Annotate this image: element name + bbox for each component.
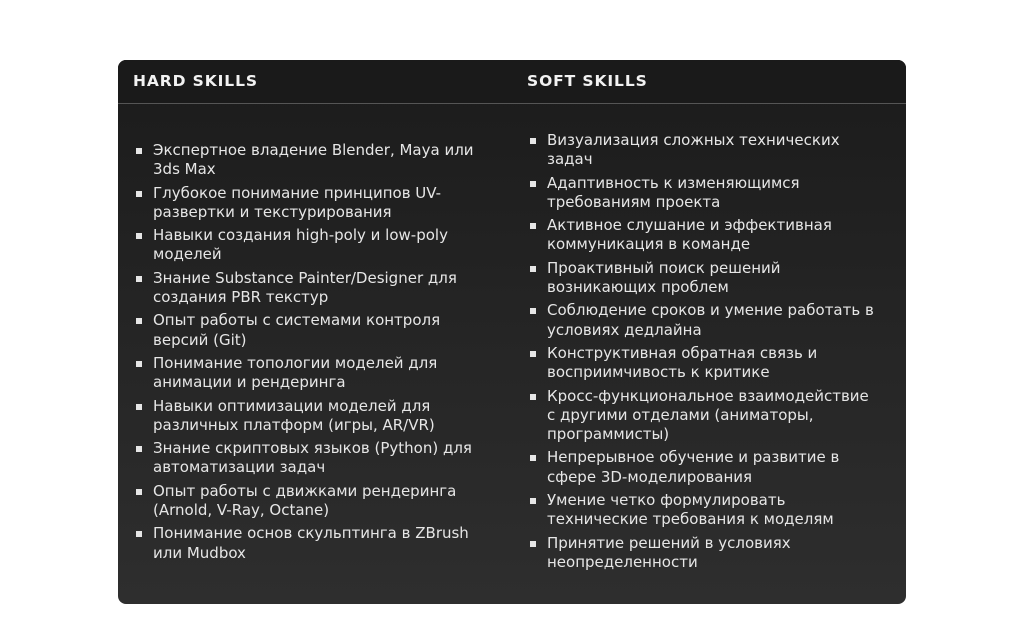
square-bullet-icon [530,351,536,357]
list-item [135,226,485,265]
skill-text: Понимание основ скульптинга в ZBrush или Mudbox [153,524,469,562]
skill-text: Экспертное владение Blender, Maya или 3ds Max [153,141,474,179]
skill-text: Опыт работы с системами контроля версий (Git) [153,311,441,349]
square-bullet-icon [136,361,142,367]
square-bullet-icon [136,404,142,410]
hard-skills-heading: HARD SKILLS [133,72,258,90]
list-item [135,524,485,563]
list-item [135,184,485,223]
list-item [529,216,879,255]
list-item [135,439,485,478]
square-bullet-icon [530,223,536,229]
skill-text: Визуализация сложных технических задач [547,131,840,169]
square-bullet-icon [530,308,536,314]
skill-text: Навыки оптимизации моделей для различных платформ (игры, AR/VR) [153,396,435,434]
list-item [529,491,879,530]
square-bullet-icon [136,318,142,324]
square-bullet-icon [530,266,536,272]
list-item [529,448,879,487]
list-item [135,311,485,350]
list-item [529,259,879,298]
hard-skills-list [135,141,485,567]
list-item [135,482,485,521]
soft-skills-list [529,131,879,576]
skill-text: Знание Substance Painter/Designer для создания PBR текстур [153,268,457,307]
skill-text: Непрерывное обучение и развитие в сфере 3D-моделирования [547,448,840,486]
list-item [135,397,485,436]
square-bullet-icon [530,541,536,547]
square-bullet-icon [530,498,536,504]
skill-text: Адаптивность к изменяющимся требованиям проекта [547,173,800,211]
skill-text: Понимание топологии моделей для анимации и рендеринга [153,353,438,392]
square-bullet-icon [136,531,142,537]
skill-text: Глубокое понимание принципов UV-развертки и текстурирования [153,183,442,221]
square-bullet-icon [136,276,142,282]
skill-text: Навыки создания high-poly и low-poly моделей [153,226,448,264]
square-bullet-icon [136,446,142,452]
list-item [135,354,485,393]
square-bullet-icon [136,233,142,239]
list-item [529,344,879,383]
square-bullet-icon [530,455,536,461]
list-item [135,269,485,308]
skill-text: Кросс-функциональное взаимодействие с другими отделами (аниматоры, программисты) [547,386,869,444]
square-bullet-icon [136,148,142,154]
square-bullet-icon [136,489,142,495]
soft-skills-heading: SOFT SKILLS [527,72,648,90]
square-bullet-icon [136,191,142,197]
square-bullet-icon [530,138,536,144]
list-item [529,387,879,445]
list-item [529,174,879,213]
skill-text: Знание скриптовых языков (Python) для автоматизации задач [153,439,472,477]
table-header [118,60,906,104]
skill-text: Соблюдение сроков и умение работать в условиях дедлайна [547,301,874,339]
list-item [529,534,879,573]
skill-text: Принятие решений в условиях неопределенности [547,533,791,571]
skill-text: Проактивный поиск решений возникающих проблем [547,258,781,297]
skill-text: Конструктивная обратная связь и восприимчивость к критике [547,343,818,382]
list-item [135,141,485,180]
square-bullet-icon [530,394,536,400]
skills-table [118,60,906,604]
skill-text: Активное слушание и эффективная коммуникация в команде [547,216,832,254]
list-item [529,131,879,170]
square-bullet-icon [530,181,536,187]
skill-text: Опыт работы с движками рендеринга (Arnold, V-Ray, Octane) [153,481,457,520]
skill-text: Умение четко формулировать технические требования к моделям [547,491,834,529]
list-item [529,301,879,340]
